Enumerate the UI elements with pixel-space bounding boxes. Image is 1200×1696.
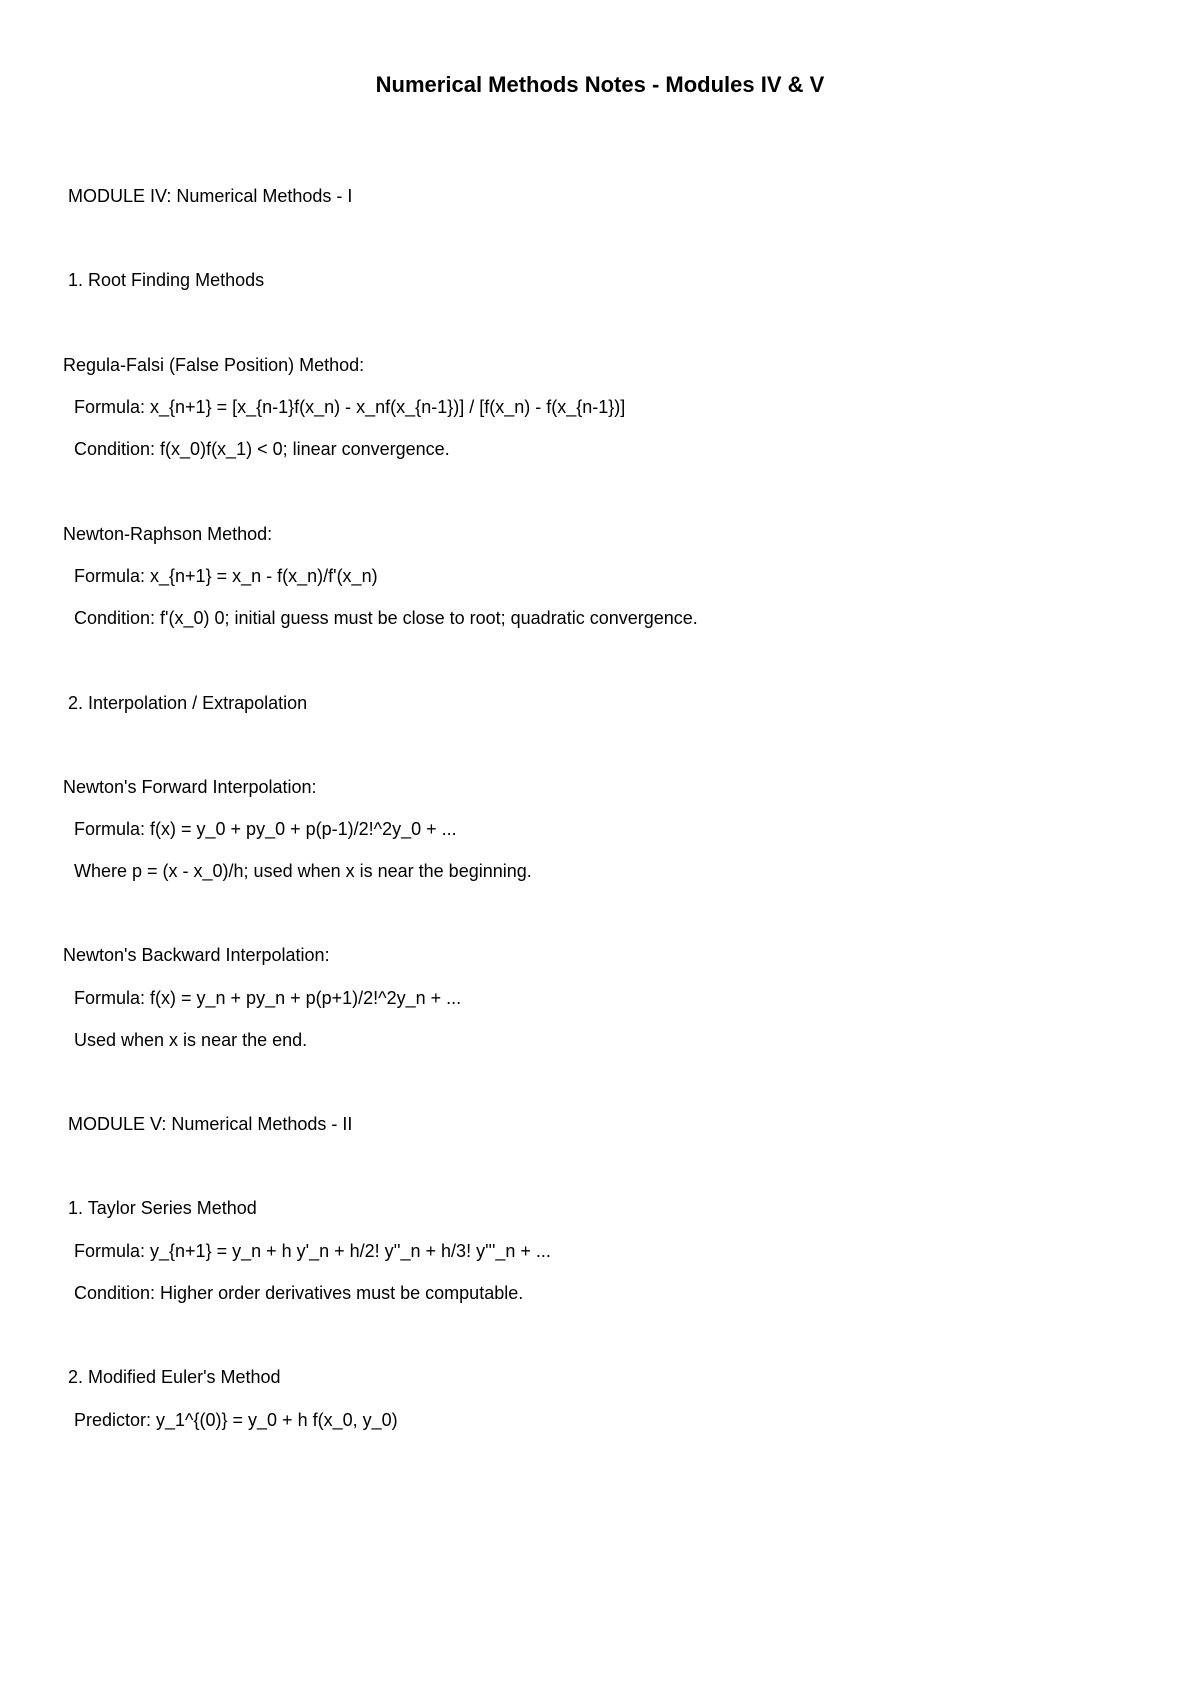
backward-interpolation-note: Used when x is near the end. — [74, 1030, 308, 1050]
regula-falsi-heading: Regula-Falsi (False Position) Method: — [63, 355, 365, 375]
newton-raphson-condition: Condition: f'(x_0) 0; initial guess must be close to root; quadratic convergence. — [74, 608, 698, 628]
backward-interpolation-formula: Formula: f(x) = y_n + py_n + p(p+1)/2!^2y_n + ... — [74, 988, 462, 1008]
module-v-heading: MODULE V: Numerical Methods - II — [68, 1114, 353, 1134]
forward-interpolation-note: Where p = (x - x_0)/h; used when x is near the beginning. — [74, 861, 532, 881]
newton-raphson-heading: Newton-Raphson Method: — [63, 524, 273, 544]
modified-euler-predictor: Predictor: y_1^{(0)} = y_0 + h f(x_0, y_0) — [74, 1410, 398, 1430]
section-interpolation-heading: 2. Interpolation / Extrapolation — [68, 693, 308, 713]
regula-falsi-condition: Condition: f(x_0)f(x_1) < 0; linear convergence. — [74, 439, 450, 459]
regula-falsi-formula: Formula: x_{n+1} = [x_{n-1}f(x_n) - x_nf(x_{n-1})] / [f(x_n) - f(x_{n-1})] — [74, 397, 626, 417]
forward-interpolation-heading: Newton's Forward Interpolation: — [63, 777, 317, 797]
section-modified-euler-heading: 2. Modified Euler's Method — [68, 1367, 281, 1387]
taylor-condition: Condition: Higher order derivatives must be computable. — [74, 1283, 524, 1303]
taylor-formula: Formula: y_{n+1} = y_n + h y'_n + h/2! y''_n + h/3! y'''_n + ... — [74, 1241, 551, 1261]
section-root-finding-heading: 1. Root Finding Methods — [68, 270, 265, 290]
backward-interpolation-heading: Newton's Backward Interpolation: — [63, 945, 330, 965]
newton-raphson-formula: Formula: x_{n+1} = x_n - f(x_n)/f'(x_n) — [74, 566, 378, 586]
document-title: Numerical Methods Notes - Modules IV & V — [375, 72, 825, 97]
module-iv-heading: MODULE IV: Numerical Methods - I — [68, 186, 353, 206]
forward-interpolation-formula: Formula: f(x) = y_0 + py_0 + p(p-1)/2!^2y_0 + ... — [74, 819, 457, 839]
section-taylor-heading: 1. Taylor Series Method — [68, 1198, 257, 1218]
